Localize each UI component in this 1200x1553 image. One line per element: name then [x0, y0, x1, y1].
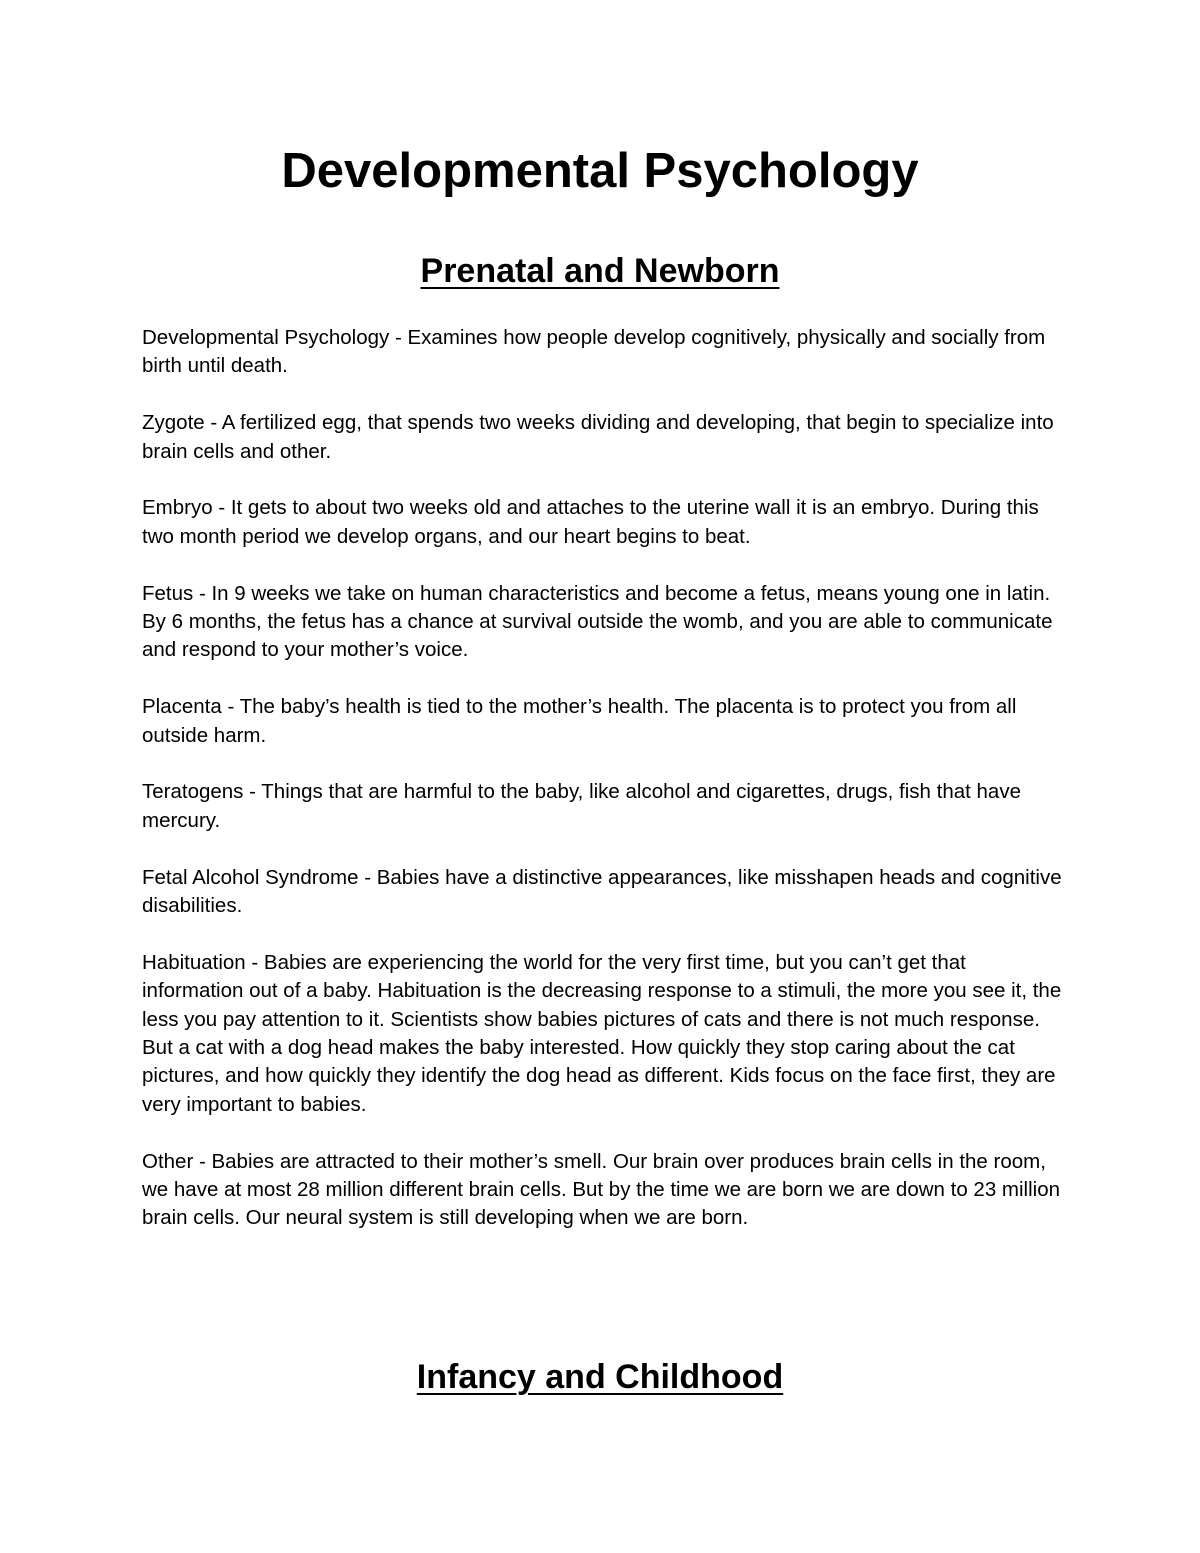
section-heading-prenatal-newborn: Prenatal and Newborn: [420, 252, 780, 290]
paragraph-teratogens: Teratogens - Things that are harmful to the baby, like alcohol and cigarettes, drugs, fish that have mercury.: [142, 780, 1021, 832]
paragraph-fetal-alcohol-syndrome: Fetal Alcohol Syndrome - Babies have a distinctive appearances, like misshapen heads and cognitive disabilities.: [142, 865, 1062, 918]
paragraph-fetus: Fetus - In 9 weeks we take on human characteristics and become a fetus, means young one in latin. By 6 months, the fetus has a chance at survival outside the womb, and you are able to communicate and respond to your mother’s voice.: [142, 581, 1053, 662]
section-body-prenatal-newborn: [142, 324, 1062, 1261]
paragraph-placenta: Placenta - The baby’s health is tied to the mother’s health. The placenta is to protect you from all outside harm.: [142, 695, 1017, 747]
paragraph-embryo: Embryo - It gets to about two weeks old and attaches to the uterine wall it is an embryo. During this two month period we develop organs, and our heart begins to beat.: [142, 496, 1039, 548]
paragraph-habituation: Habituation - Babies are experiencing the world for the very first time, but you can’t get that information out of a baby. Habituation is the decreasing response to a stimuli, the more you see it, the less you pay attention to it. Scientists show babies pictures of cats and there is not much response. But a cat with a dog head makes the baby interested. How quickly they stop caring about the cat pictures, and how quickly they identify the dog head as different. Kids focus on the face first, they are very important to babies.: [142, 950, 1062, 1116]
paragraph-zygote: Zygote - A fertilized egg, that spends two weeks dividing and developing, that begin to specialize into brain cells and other.: [142, 411, 1054, 463]
paragraph-other: Other - Babies are attracted to their mother’s smell. Our brain over produces brain cells in the room, we have at most 28 million different brain cells. But by the time we are born we are down to 23 million brain cells. Our neural system is still developing when we are born.: [142, 1149, 1061, 1230]
document-title: Developmental Psychology: [281, 144, 919, 198]
section-heading-infancy-childhood: Infancy and Childhood: [416, 1358, 784, 1396]
paragraph-developmental-psychology: Developmental Psychology - Examines how people develop cognitively, physically and socially from birth until death.: [142, 326, 1046, 378]
